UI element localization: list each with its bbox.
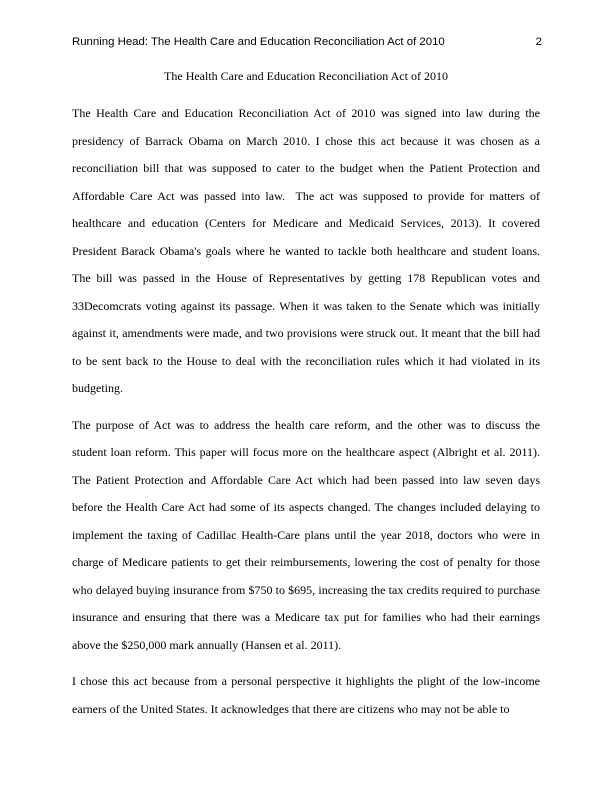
paragraph-1: The Health Care and Education Reconciliation Act of 2010 was signed into law during the presidency of Barrack Obama on March 2010. I chose this act because it was chosen as a reconciliation bill that was supposed to cater to the budget when the Patient Protection and Affordable Care Act was passed into law. The act was supposed to provide for matters of healthcare and education (Centers for Medicare and Medicaid Services, 2013). It covered President Barack Obama's goals where he wanted to tackle both healthcare and student loans. The bill was passed in the House of Representatives by getting 178 Republican votes and 33Decomcrats voting against its passage. When it was taken to the Senate which was initially against it, amendments were made, and two provisions were struck out. It meant that the bill had to be sent back to the House to deal with the reconciliation rules which it had violated in its budgeting. [72,106,543,395]
paragraph-2: The purpose of Act was to address the health care reform, and the other was to discuss the student loan reform. This paper will focus more on the healthcare aspect (Albright et al. 2011). The Patient Protection and Affordable Care Act which had been passed into law seven days before the Health Care Act had some of its aspects changed. The changes included delaying to implement the taxing of Cadillac Health-Care plans until the year 2018, doctors who were in charge of Medicare patients to get their reimbursements, lowering the cost of penalty for those who delayed buying insurance from $750 to $695, increasing the tax credits required to purchase insurance and ensuring that there was a Medicare tax put for families who had their earnings above the $250,000 mark annually (Hansen et al. 2011). [72,417,543,652]
running-head: Running Head: The Health Care and Education Reconciliation Act of 2010 [72,36,445,48]
document-title: The Health Care and Education Reconciliation Act of 2010 [164,69,448,83]
paragraph-3: I chose this act because from a personal perspective it highlights the plight of the low-income earners of the United States. It acknowledges that there are citizens who may not be able to [72,674,543,716]
document-body [72,100,543,732]
page-number: 2 [535,36,542,48]
